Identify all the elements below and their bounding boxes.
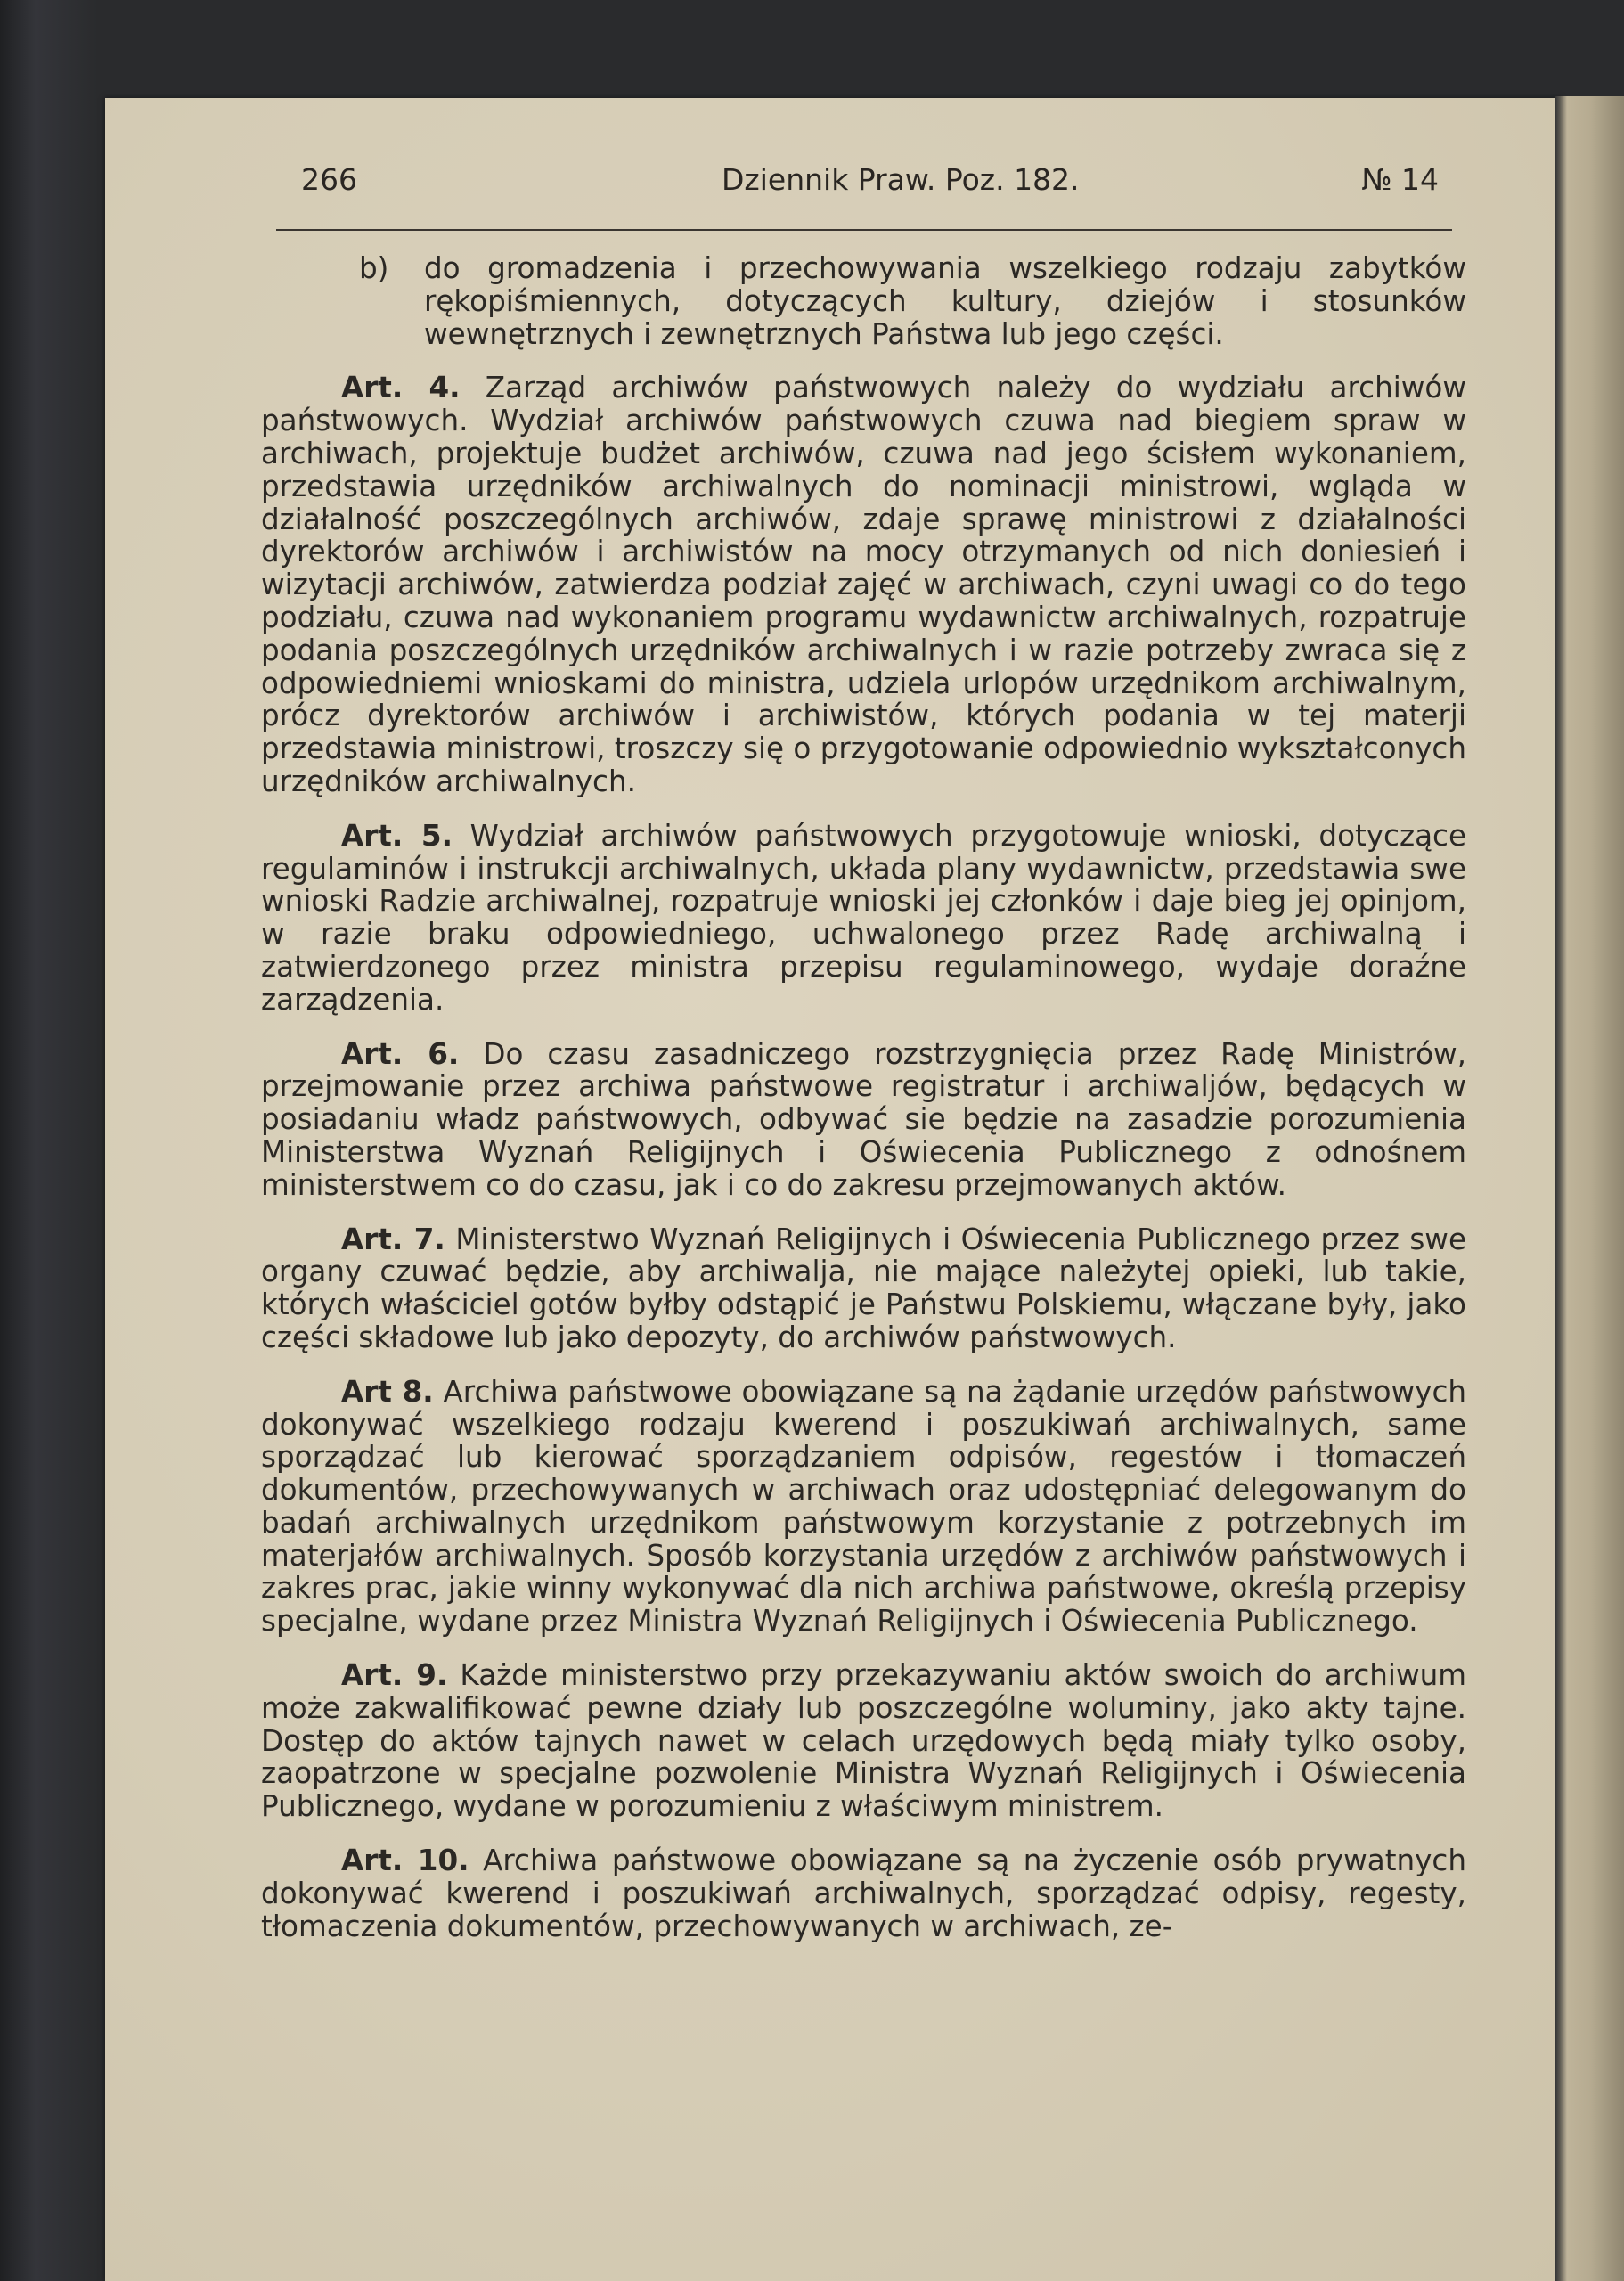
article-number: Art. 6. xyxy=(341,1036,460,1071)
article-10 xyxy=(261,1844,1466,1942)
article-text: Do czasu zasadniczego rozstrzygnięcia przez Radę Ministrów, przejmowanie przez archiwa państwowe registratur i archiwaljów, będących w posiadaniu władz państwowych, odbywać sie będzie na zasadzie porozumienia Ministerstwa Wyznań Religijnych i Oświecenia Publicznego z odnośnem ministerstwem co do czasu, jak i co do zakresu przejmowanych aktów. xyxy=(261,1036,1466,1202)
issue-number: № 14 xyxy=(1361,162,1439,197)
article-text: Ministerstwo Wyznań Religijnych i Oświecenia Publicznego przez swe organy czuwać będzie, aby archiwalja, nie mające należytej opieki, lub takie, których właściciel gotów byłby odstąpić je Państwu Polskiemu, włączane były, jako części składowe lub jako depozyty, do archiwów państwowych. xyxy=(261,1222,1466,1354)
article-8 xyxy=(261,1376,1466,1638)
article-text: Zarząd archiwów państwowych należy do wydziału archiwów państwowych. Wydział archiwów państwowych czuwa nad biegiem spraw w archiwach, projektuje budżet archiwów, czuwa nad jego ścisłem wykonaniem, przedstawia urzędników archiwalnych do nominacji ministrowi, wgląda w działalność poszczególnych archiwów, zdaje sprawę ministrowi z działalności dyrektorów archiwów i archiwistów na mocy otrzymanych od nich doniesień i wizytacji archiwów, zatwierdza podział zajęć w archiwach, czyni uwagi co do tego podziału, czuwa nad wykonaniem programu wydawnictw archiwalnych, rozpatruje podania poszczególnych urzędników archiwalnych i w razie potrzeby zwraca się z odpowiedniemi wnioskami do ministra, udziela urlopów urzędnikom archiwalnym, prócz dyrektorów archiwów i archiwistów, których podania w tej materji przedstawia ministrowi, troszczy się o przygotowanie odpowiednio wykształconych urzędników archiwalnych. xyxy=(261,371,1467,798)
journal-title: Dziennik Praw. Poz. 182. xyxy=(722,162,1080,197)
header-rule xyxy=(276,229,1452,231)
article-7 xyxy=(261,1223,1466,1354)
list-item-b xyxy=(261,252,1466,350)
article-9 xyxy=(261,1659,1466,1823)
article-number: Art. 4. xyxy=(341,371,461,405)
running-header xyxy=(187,162,1439,198)
article-4 xyxy=(261,372,1466,797)
article-6 xyxy=(261,1038,1466,1202)
book-edge xyxy=(1555,96,1624,2281)
list-item-label: b) xyxy=(359,251,389,285)
list-item-text: do gromadzenia i przechowywania wszelkiego rodzaju zabytków rękopiśmiennych, dotyczących kultury, dziejów i stosunków wewnętrznych i zewnętrznych Państwa lub jego części. xyxy=(424,251,1466,351)
article-5 xyxy=(261,820,1466,1017)
article-text: Archiwa państwowe obowiązane są na żądanie urzędów państwowych dokonywać wszelkiego rodzaju kwerend i poszukiwań archiwalnych, same sporządzać lub kierować sporządzaniem odpisów, regestów i tłomaczeń dokumentów, przechowywanych w archiwach oraz udostępniać delegowanym do badań archiwalnych urzędnikom państwowym korzystanie z potrzebnych im materjałów archiwalnych. Sposób korzystania urzędów z archiwów państwowych i zakres prac, jakie winny wykonywać dla nich archiwa państwowe, określą przepisy specjalne, wydane przez Ministra Wyznań Religijnych i Oświecenia Publicznego. xyxy=(261,1374,1467,1639)
article-text: Archiwa państwowe obowiązane są na życzenie osób prywatnych dokonywać kwerend i poszukiwań archiwalnych, sporządzać odpisy, regesty, tłomaczenia dokumentów, przechowywanych w archiwach, ze- xyxy=(261,1844,1466,1943)
article-number: Art. 7. xyxy=(341,1222,445,1256)
article-number: Art. 9. xyxy=(341,1658,448,1693)
article-number: Art 8. xyxy=(341,1374,434,1409)
page-number: 266 xyxy=(301,162,357,197)
article-text: Każde ministerstwo przy przekazywaniu aktów swoich do archiwum może zakwalifikować pewne działy lub poszczególne woluminy, jako akty tajne. Dostęp do aktów tajnych nawet w celach urzędowych będą miały tylko osoby, zaopatrzone w specjalne pozwolenie Ministra Wyznań Religijnych i Oświecenia Publicznego, wydane w porozumieniu z właściwym ministrem. xyxy=(261,1658,1466,1824)
article-text: Wydział archiwów państwowych przygotowuje wnioski, dotyczące regulaminów i instrukcji archiwalnych, układa plany wydawnictw, przedstawia swe wnioski Radzie archiwalnej, rozpatruje wnioski jej członków i daje bieg jej opinjom, w razie braku odpowiedniego, uchwalonego przez Radę archiwalną i zatwierdzonego przez ministra przepisu regulaminowego, wydaje doraźne zarządzenia. xyxy=(261,818,1466,1017)
article-number: Art. 5. xyxy=(341,818,453,853)
document-body xyxy=(261,252,1466,1942)
article-number: Art. 10. xyxy=(341,1844,469,1878)
